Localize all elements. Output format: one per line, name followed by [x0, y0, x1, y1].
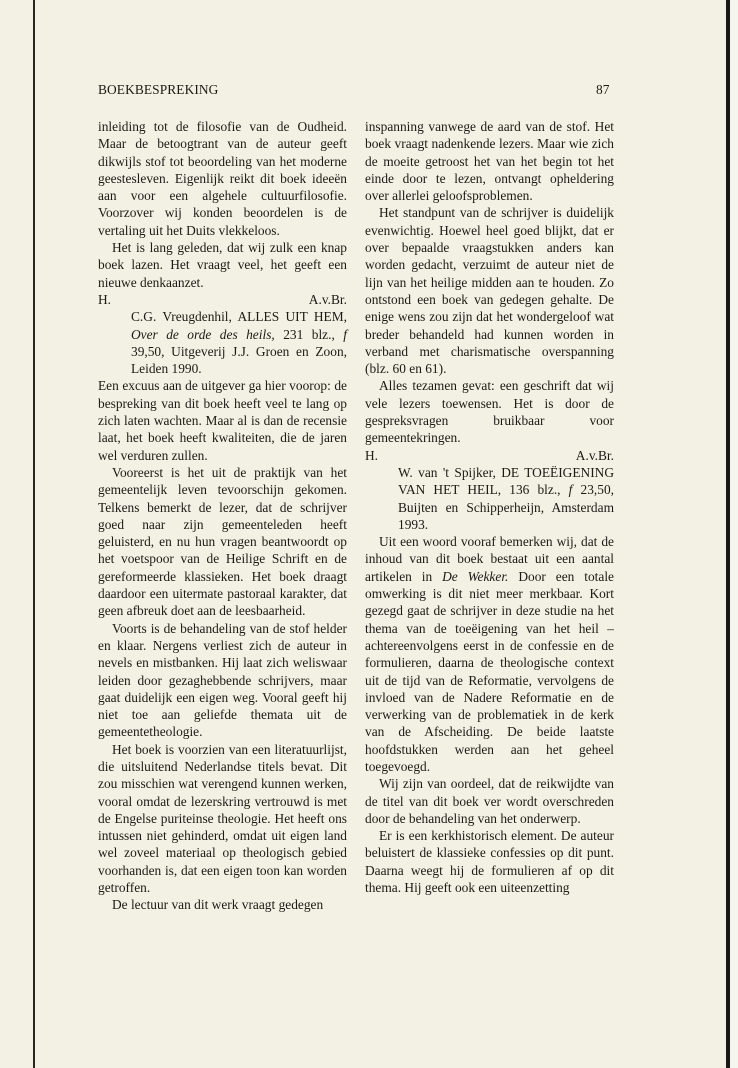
right-paragraph-3: Alles tezamen gevat: een geschrift dat wij vele lezers toewensen. Het is door de gespreksvragen bruikbaar voor gemeentekringen.	[365, 378, 614, 446]
left-paragraph-7: De lectuur van dit werk vraagt gedegen	[112, 897, 324, 913]
right-paragraph-5: Wij zijn van oordeel, dat de reikwijdte van de titel van dit boek ver wordt overschreden door de behandeling van het onderwerp.	[365, 776, 614, 826]
right-paragraph-1: inspanning vanwege de aard van de stof. Het boek vraagt nadenkende lezers. Maar wie zich de moeite getroost het van het begin tot het einde door te lezen, ontvangt opheldering over allerlei geloofsproblemen.	[365, 119, 614, 204]
right-paragraph-2: Het standpunt van de schrijver is duidelijk evenwichtig. Hoewel heel goed blijkt, dat er over bepaalde vraagstukken anders kan worden gedacht, verzuimt de auteur niet de lijn van het heilige midden aan te houden. Zo ontstond een boek van gedegen gehalte. De enige wens zou zijn dat het wondergeloof wat breder behandeld had kunnen worden in verband met charismatische overspanning (blz. 60 en 61).	[365, 205, 614, 377]
left-paragraph-6: Het boek is voorzien van een literatuurlijst, die uitsluitend Nederlandse titels bevat. Dit zou misschien wat verengend kunnen werken, vooral omdat de lezerskring vertrouwd is met de Engelse puriteinse theologie. Het heeft ons intussen niet gehinderd, omdat uit eigen land wel zoveel materiaal op theologisch gebied voorhanden is, dat een eigen toon kan worden getroffen.	[98, 741, 347, 896]
book-subtitle: Over de orde des heils,	[131, 326, 275, 342]
book-reference-2: W. van 't Spijker, DE TOEËIGENING VAN HET HEIL, 136 blz., f 23,50, Buijten en Schipperheijn, Amsterdam 1993.	[398, 464, 614, 532]
signature-author: A.v.Br.	[575, 447, 614, 463]
signature-initial: H.	[98, 291, 112, 307]
currency-symbol: f	[568, 482, 573, 498]
signature-initial: H.	[365, 447, 379, 463]
right-paragraph-4: Uit een woord vooraf bemerken wij, dat de inhoud van dit boek bestaat uit een aantal artikelen in De Wekker. Door een totale omwerking is dit niet meer merkbaar. Kort gezegd gaat de schrijver in deze studie na het thema van de toeëigening van het heil – achtereenvolgens eerst in de confessie en de formulieren, daarna de theologische context uit de tijd van de Reformatie, vervolgens de invloed van de Nadere Reformatie en de verwerking van de problematiek in de kerk van de Afscheiding. De beide laatste hoofdstukken werden aan het geheel toegevoegd.	[365, 534, 615, 774]
right-paragraph-6: Er is een kerkhistorisch element. De auteur beluistert de klassieke confessies op dit punt. Daarna weegt hij de formulieren af op dit thema. Hij geeft ook een uiteenzetting	[365, 828, 614, 896]
running-head: BOEKBESPREKING	[98, 82, 219, 97]
currency-symbol: f	[343, 326, 347, 342]
left-paragraph-2: Het is lang geleden, dat wij zulk een knap boek lazen. Het vraagt veel, het geeft een nieuwe denkaanzet.	[98, 240, 347, 290]
right-column	[365, 118, 614, 896]
signature-author: A.v.Br.	[308, 291, 347, 307]
left-paragraph-4: Vooreerst is het uit de praktijk van het gemeentelijk leven tevoorschijn gekomen. Telkens bemerkt de lezer, dat de schrijver goed naar zijn gemeenteleden heeft geluisterd, en nu hun vragen beantwoordt op het voetspoor van de Heilige Schrift en de gereformeerde klassieken. Het boek draagt daardoor een uitermate pastoraal karakter, dat geen afbreuk doet aan de leesbaarheid.	[98, 464, 347, 619]
page-margin-right	[730, 0, 738, 1068]
right-signature	[365, 447, 614, 464]
page-number: 87	[596, 82, 610, 97]
left-column	[98, 118, 347, 914]
left-paragraph-3: Een excuus aan de uitgever ga hier voorop: de bespreking van dit boek heeft veel te lang op zich laten wachten. Maar al is dan de recensie laat, het boek heeft kwaliteiten, die de jaren wel verduren zullen.	[98, 378, 347, 463]
book-reference-1: C.G. Vreugdenhil, ALLES UIT HEM, Over de orde des heils, 231 blz., f 39,50, Uitgeverij J.J. Groen en Zoon, Leiden 1990.	[131, 309, 347, 377]
left-paragraph-1: inleiding tot de filosofie van de Oudheid. Maar de betoogtrant van de auteur geeft dikwijls stof tot beoordeling van het moderne geestesleven. Eigenlijk reikt dit boek ideeën aan voor een algehele cultuurfilosofie. Voorzover wij konden beoordelen is de vertaling uit het Duits vlekkeloos.	[98, 119, 347, 238]
left-paragraph-5: Voorts is de behandeling van de stof helder en klaar. Nergens verliest zich de auteur in nevels en mistbanken. Hij laat zich weliswaar leiden door gezaghebbende schrijvers, maar gaat duidelijk een eigen weg. Vooral geeft hij niet toe aan geliefde themata uit de gemeentetheologie.	[98, 620, 347, 740]
page-edge-left	[33, 0, 35, 1068]
left-signature	[98, 291, 347, 308]
periodical-title: De Wekker.	[442, 568, 509, 584]
